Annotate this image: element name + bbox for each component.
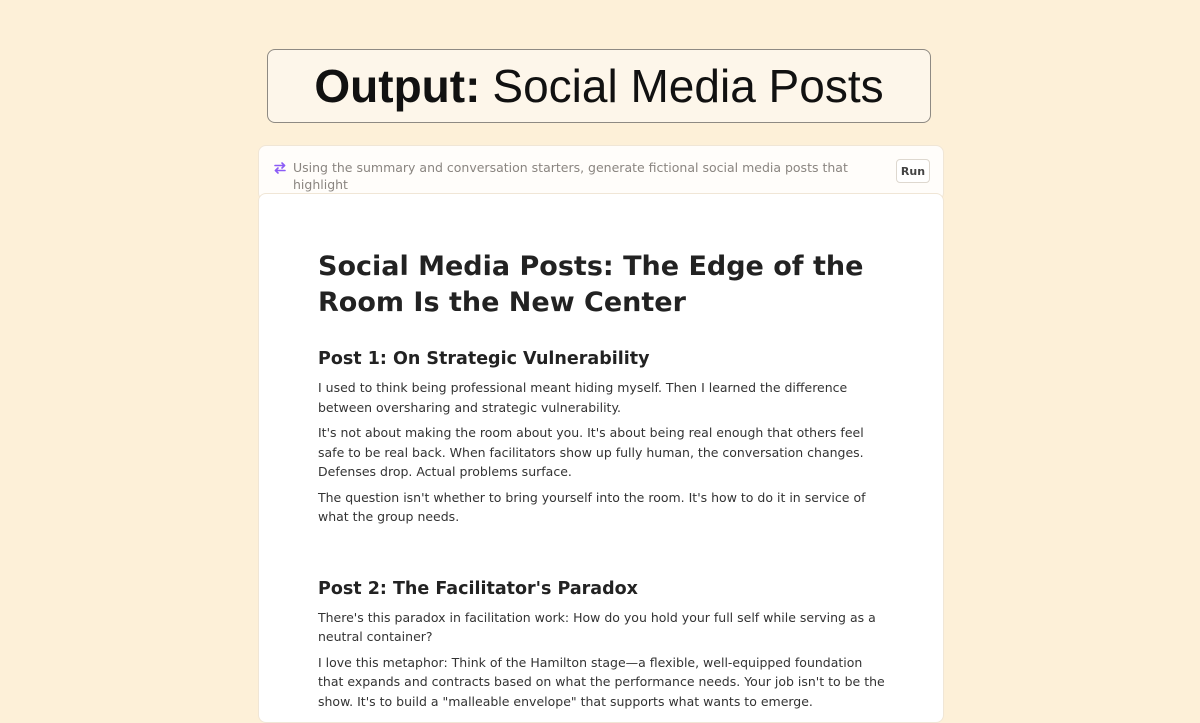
post-1-heading: Post 1: On Strategic Vulnerability (318, 349, 650, 369)
page-title-prefix: Output: (314, 60, 481, 112)
page-title-text: Social Media Posts (492, 60, 884, 112)
output-document (258, 193, 944, 723)
prompt-text-line-1: Using the summary and conversation starters, generate fictional social media posts that highlight (293, 160, 848, 192)
post-1-paragraph-2: It's not about making the room about you. It's about being real enough that others feel safe to be real back. When facilitators show up fully human, the conversation changes. Defenses drop. Actual problems surface. (318, 425, 864, 479)
prompt-swap-icon (272, 160, 288, 176)
document-title: Social Media Posts: The Edge of the Room Is the New Center (318, 251, 864, 318)
post-2-heading: Post 2: The Facilitator's Paradox (318, 578, 638, 599)
run-button[interactable]: Run (896, 159, 930, 183)
document-content (318, 249, 888, 711)
page-title (267, 49, 931, 123)
post-1-paragraph-1: I used to think being professional meant hiding myself. Then I learned the difference between oversharing and strategic vulnerability. (318, 380, 848, 415)
post-1-paragraph-3: The question isn't whether to bring yourself into the room. It's how to do it in service of what the group needs. (318, 489, 866, 524)
post-2-paragraph-2: I love this metaphor: Think of the Hamilton stage—a flexible, well-equipped foundation that expands and contracts based on what the performance needs. Your job isn't to be the show. It's to build a "malleable envelope" that supports what wants to emerge. (318, 654, 885, 709)
post-2-paragraph-1: There's this paradox in facilitation work: How do you hold your full self while serving as a neutral container? (318, 609, 876, 644)
